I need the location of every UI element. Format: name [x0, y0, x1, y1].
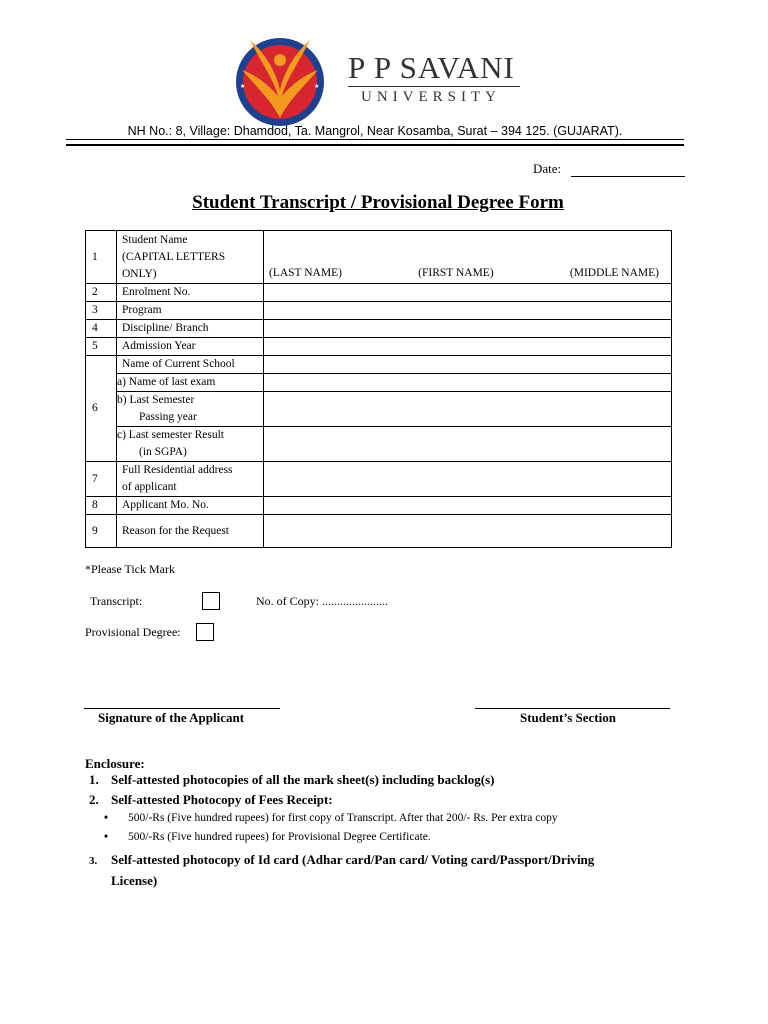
enclosure-item-1 — [89, 772, 495, 788]
row-number: 6 — [86, 356, 117, 462]
program-label: Program — [117, 302, 264, 320]
student-name-label-line3: ONLY) — [122, 267, 157, 280]
bullet-dot: • — [104, 831, 109, 843]
row-number: 8 — [86, 497, 117, 515]
last-name-caption: (LAST NAME) — [269, 267, 342, 279]
table-row-mobile — [86, 497, 672, 515]
row-number: 9 — [86, 515, 117, 548]
discipline-label: Discipline/ Branch — [117, 320, 264, 338]
passing-year-label-line2: Passing year — [139, 411, 197, 423]
passing-year-label-line1: b) Last Semester — [117, 394, 195, 406]
logo-stars-right: ★ — [314, 84, 320, 90]
university-subtitle: UNIVERSITY — [361, 89, 501, 105]
table-row-reason — [86, 515, 672, 548]
row-number: 5 — [86, 338, 117, 356]
header-rule-thin — [66, 139, 684, 140]
row-number: 3 — [86, 302, 117, 320]
table-row-enrolment — [86, 284, 672, 302]
row-number: 4 — [86, 320, 117, 338]
enclosure-item-2 — [89, 792, 333, 808]
row-number: 2 — [86, 284, 117, 302]
address-label-line2: of applicant — [122, 481, 177, 493]
semester-result-field[interactable] — [264, 427, 672, 462]
fee-bullet-degree — [104, 831, 431, 843]
student-section-signature-line[interactable] — [475, 708, 670, 709]
student-name-label-line2: (CAPITAL LETTERS — [122, 250, 226, 263]
student-name-field[interactable] — [264, 231, 672, 284]
row-label — [117, 231, 264, 284]
row-number: 7 — [86, 462, 117, 497]
enclosure-item-2-text: Self-attested Photocopy of Fees Receipt: — [111, 792, 333, 807]
provisional-degree-label: Provisional Degree: — [85, 625, 181, 639]
program-field[interactable] — [264, 302, 672, 320]
enclosure-item-3-text-line1: Self-attested photocopy of Id card (Adhar card/Pan card/ Voting card/Passport/Driving — [111, 852, 595, 867]
fee-bullet-degree-text: 500/-Rs (Five hundred rupees) for Provisional Degree Certificate. — [128, 831, 431, 843]
table-row-passing-year — [86, 392, 672, 427]
number-of-copies-field[interactable]: No. of Copy: ...................... — [256, 594, 388, 608]
address-label-line1: Full Residential address — [122, 464, 233, 476]
university-name: P P SAVANI — [348, 50, 515, 85]
address-label — [117, 462, 264, 497]
transcript-checkbox[interactable] — [202, 592, 220, 610]
provisional-degree-checkbox[interactable] — [196, 623, 214, 641]
semester-result-label-line2: (in SGPA) — [139, 446, 187, 458]
enclosure-item-3-text-line2: License) — [111, 873, 158, 888]
passing-year-label — [117, 392, 264, 427]
date-field-line[interactable] — [571, 176, 685, 177]
table-row-admission-year — [86, 338, 672, 356]
table-row-last-exam — [86, 374, 672, 392]
table-row-discipline — [86, 320, 672, 338]
fee-bullet-transcript — [104, 812, 558, 824]
applicant-signature-line[interactable] — [84, 708, 280, 709]
header-rule-thick — [66, 144, 684, 146]
first-name-caption: (FIRST NAME) — [418, 267, 494, 279]
admission-year-label: Admission Year — [117, 338, 264, 356]
student-name-label-line1: Student Name — [122, 233, 188, 246]
current-school-field[interactable] — [264, 356, 672, 374]
semester-result-label — [117, 427, 264, 462]
row-number: 1 — [86, 231, 117, 284]
current-school-label: Name of Current School — [117, 356, 264, 374]
enclosure-item-3-number: 3. — [89, 855, 98, 867]
applicant-signature-label: Signature of the Applicant — [98, 710, 245, 725]
university-logo — [228, 30, 332, 126]
enrolment-label: Enrolment No. — [117, 284, 264, 302]
last-exam-field[interactable] — [264, 374, 672, 392]
fee-bullet-transcript-text: 500/-Rs (Five hundred rupees) for first copy of Transcript. After that 200/- Rs. Per extra copy — [128, 812, 558, 824]
form-title: Student Transcript / Provisional Degree Form — [192, 192, 564, 213]
table-row-program — [86, 302, 672, 320]
table-row-current-school — [86, 356, 672, 374]
university-name-rule — [348, 86, 520, 87]
table-row-address — [86, 462, 672, 497]
discipline-field[interactable] — [264, 320, 672, 338]
university-address: NH No.: 8, Village: Dhamdod, Ta. Mangrol, Near Kosamba, Surat – 394 125. (GUJARAT). — [127, 124, 623, 138]
mobile-field[interactable] — [264, 497, 672, 515]
bullet-dot: • — [104, 812, 109, 824]
tick-note: *Please Tick Mark — [85, 562, 175, 576]
date-label: Date: — [533, 161, 562, 176]
logo-head — [274, 54, 286, 66]
enclosure-item-3 — [89, 850, 594, 891]
student-section-label: Student’s Section — [520, 710, 616, 725]
logo-stars-left: ★ — [240, 84, 246, 90]
enclosure-item-1-text: Self-attested photocopies of all the mark sheet(s) including backlog(s) — [111, 772, 495, 787]
reason-field[interactable] — [264, 515, 672, 548]
enclosure-item-1-number: 1. — [89, 772, 99, 787]
admission-year-field[interactable] — [264, 338, 672, 356]
mobile-label: Applicant Mo. No. — [117, 497, 264, 515]
last-exam-label: a) Name of last exam — [117, 374, 264, 392]
table-row-student-name — [86, 231, 672, 284]
semester-result-label-line1: c) Last semester Result — [117, 429, 224, 441]
passing-year-field[interactable] — [264, 392, 672, 427]
table-row-semester-result — [86, 427, 672, 462]
middle-name-caption: (MIDDLE NAME) — [569, 267, 659, 279]
enrolment-field[interactable] — [264, 284, 672, 302]
application-table — [85, 230, 672, 548]
reason-label: Reason for the Request — [117, 515, 264, 548]
enclosure-title: Enclosure: — [85, 756, 145, 771]
enclosure-item-2-number: 2. — [89, 792, 99, 807]
address-field[interactable] — [264, 462, 672, 497]
transcript-label: Transcript: — [90, 594, 143, 608]
